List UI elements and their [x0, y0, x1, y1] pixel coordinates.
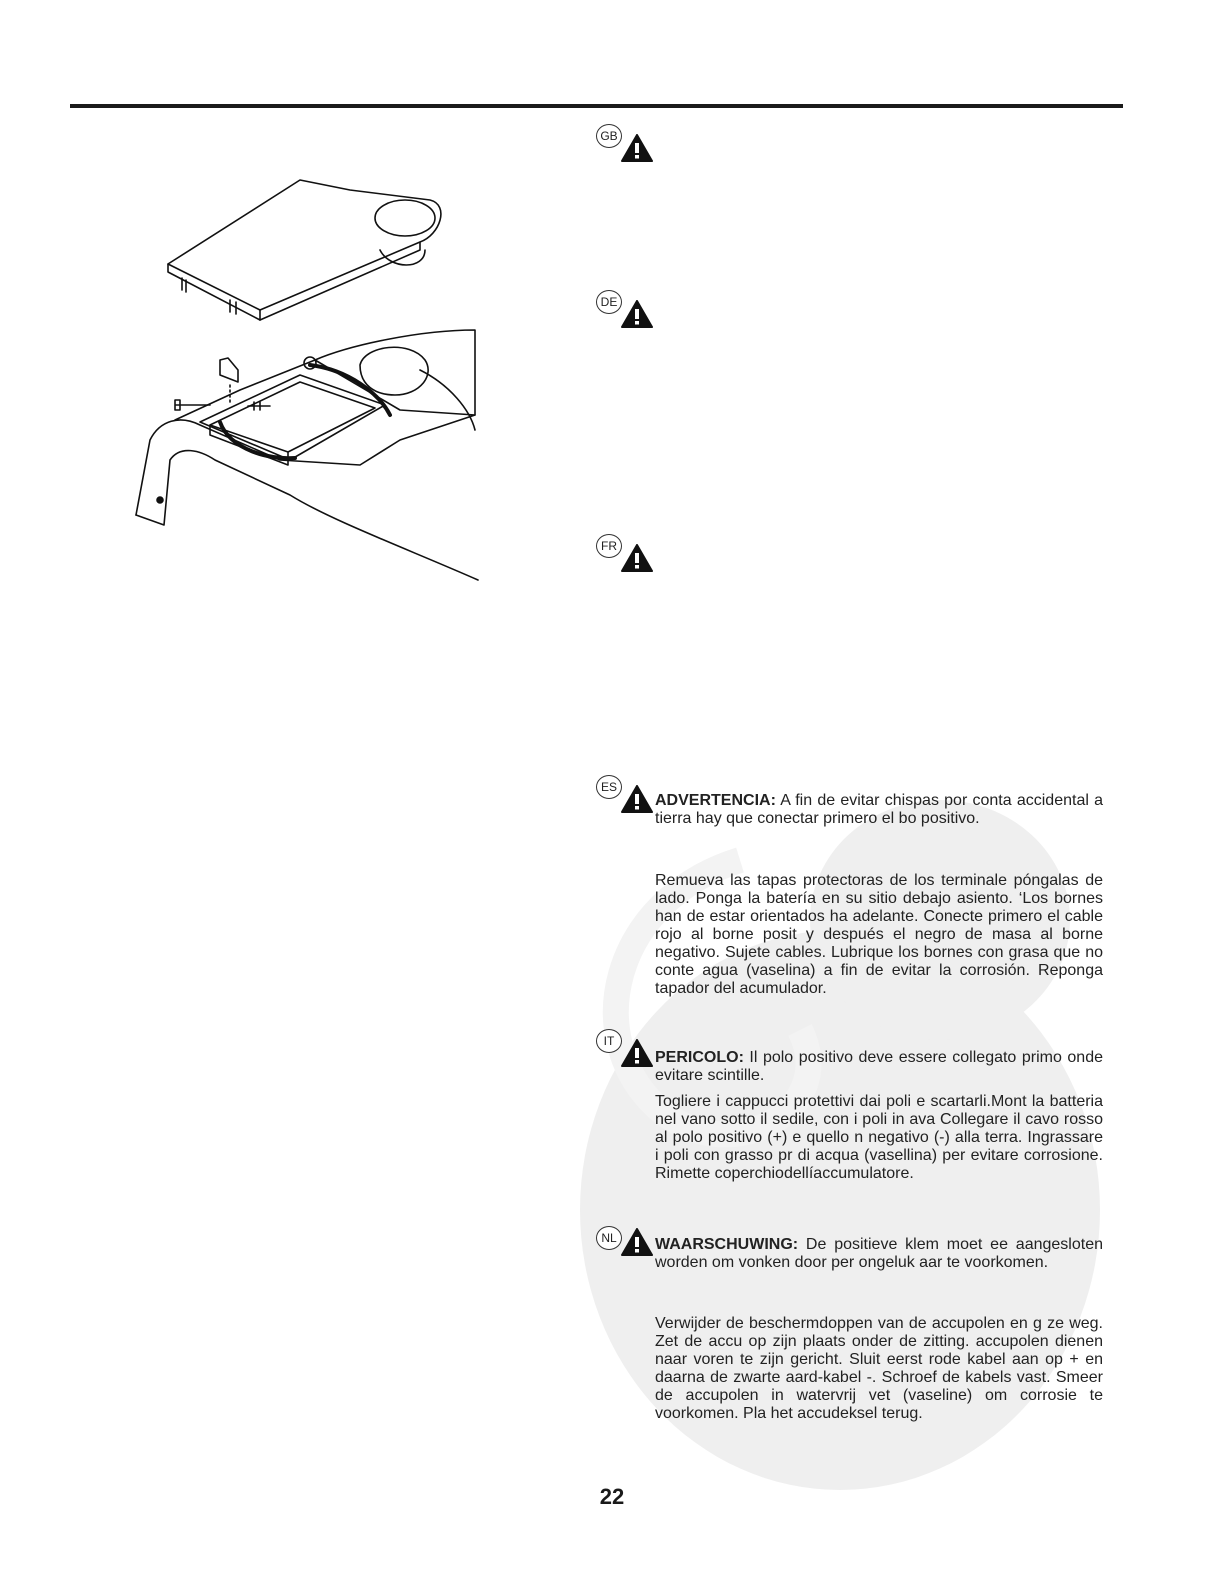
warning-label: ADVERTENCIA:: [655, 792, 776, 809]
top-rule: [70, 104, 1123, 108]
battery-installation-illustration: [120, 160, 500, 600]
warning-triangle-icon: [621, 544, 653, 572]
language-badge-es: ES: [596, 775, 622, 799]
warning-paragraph-it: [655, 1049, 1103, 1085]
instructions-paragraph-it: [655, 1093, 1103, 1183]
language-badge-de: DE: [596, 290, 622, 314]
instructions-paragraph-es: [655, 872, 1103, 998]
language-badge-nl: NL: [596, 1226, 622, 1250]
warning-paragraph-es: [655, 792, 1103, 828]
warning-triangle-icon: [621, 1039, 653, 1067]
language-badge-gb: GB: [596, 124, 622, 148]
warning-triangle-icon: [621, 300, 653, 328]
warning-text: Il polo positivo deve essere collegato primo onde evitare scintille.: [655, 1049, 1103, 1084]
page-number: 22: [599, 1484, 625, 1509]
instructions-paragraph-nl: [655, 1315, 1103, 1423]
fuel-cap: [360, 347, 428, 395]
warning-paragraph-nl: [655, 1236, 1103, 1272]
instructions-text: Remueva las tapas protectoras de los terminale póngalas de lado. Ponga la batería en su sitio debajo asiento. ‘Los bornes han de estar orientados ha adelante. Conecte primero el cable rojo al borne posit y después el negro de masa al borne negativo. Sujete cables. Lubrique los bornes con grasa que no conte agua (vaselina) a fin de evitar la corrosión. Reponga tapador del acumulador.: [655, 872, 1103, 997]
language-badge-fr: FR: [596, 534, 622, 558]
warning-label: PERICOLO:: [655, 1049, 744, 1066]
language-badge-it: IT: [596, 1029, 622, 1053]
warning-triangle-icon: [621, 1228, 653, 1256]
instructions-text: Verwijder de beschermdoppen van de accupolen en g ze weg. Zet de accu op zijn plaats onder de zitting. accupolen dienen naar voren te zijn gericht. Sluit eerst rode kabel aan op + en daarna de zwarte aard-kabel -. Schroef de kabels vast. Smeer de accupolen in watervrij vet (vaseline) om corrosie te voorkomen. Pla het accudeksel terug.: [655, 1315, 1103, 1422]
warning-text: De positieve klem moet ee aangesloten worden om vonken door per ongeluk aar te voorkomen.: [655, 1236, 1103, 1271]
instructions-text: Togliere i cappucci protettivi dai poli e scartarli.Mont la batteria nel vano sotto il sedile, con i poli in ava Collegare il cavo rosso al polo positivo (+) e quello n negativo (-) alla terra. Ingrassare i poli con grasso pr di acqua (vasellina) per evitare corrosione. Rimette coperchiodellíaccumulatore.: [655, 1093, 1103, 1182]
warning-label: WAARSCHUWING:: [655, 1236, 799, 1253]
warning-triangle-icon: [621, 134, 653, 162]
warning-triangle-icon: [621, 785, 653, 813]
warning-text: A fin de evitar chispas por conta accidental a tierra hay que conectar primero el bo positivo.: [655, 792, 1104, 827]
bolt: [175, 400, 210, 410]
bracket: [220, 358, 238, 382]
